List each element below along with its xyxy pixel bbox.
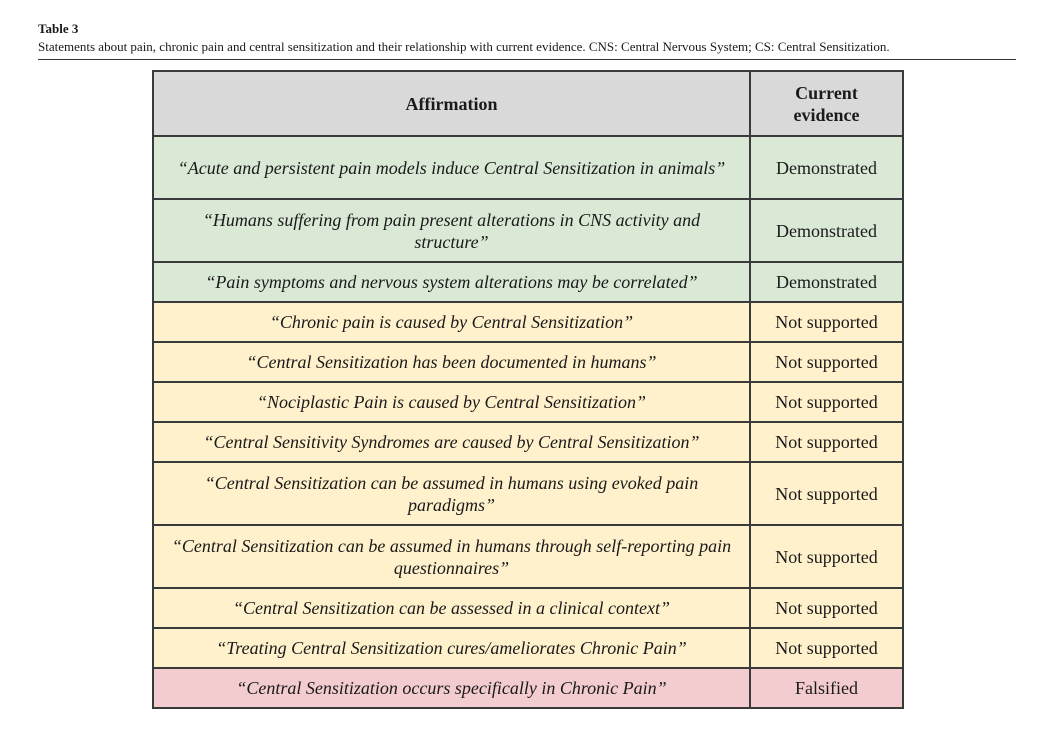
affirmation-column-header: Affirmation [153,71,750,136]
evidence-cell: Not supported [750,302,903,342]
table-row [153,422,903,462]
table-row [153,262,903,302]
affirmation-cell: “Treating Central Sensitization cures/ameliorates Chronic Pain” [153,628,750,668]
affirmation-cell: “Central Sensitivity Syndromes are caused by Central Sensitization” [153,422,750,462]
evidence-cell: Not supported [750,462,903,525]
table-caption [38,20,1016,55]
affirmation-cell: “Nociplastic Pain is caused by Central Sensitization” [153,382,750,422]
table-caption-text: Statements about pain, chronic pain and central sensitization and their relationship with current evidence. CNS: Central Nervous System; CS: Central Sensitization. [38,39,890,54]
affirmation-cell: “Humans suffering from pain present alterations in CNS activity and structure” [153,199,750,262]
evidence-table [152,70,904,709]
evidence-cell: Not supported [750,628,903,668]
caption-divider [38,59,1016,60]
table-row [153,588,903,628]
affirmation-cell: “Pain symptoms and nervous system alterations may be correlated” [153,262,750,302]
table-row [153,462,903,525]
table-row [153,668,903,708]
evidence-cell: Not supported [750,382,903,422]
evidence-column-header: Current evidence [750,71,903,136]
evidence-cell: Not supported [750,422,903,462]
table-row [153,525,903,588]
evidence-cell: Demonstrated [750,136,903,199]
affirmation-cell: “Central Sensitization can be assumed in humans using evoked pain paradigms” [153,462,750,525]
evidence-cell: Not supported [750,588,903,628]
evidence-cell: Demonstrated [750,262,903,302]
evidence-cell: Not supported [750,525,903,588]
affirmation-cell: “Chronic pain is caused by Central Sensitization” [153,302,750,342]
evidence-cell: Falsified [750,668,903,708]
table-row [153,199,903,262]
affirmation-cell: “Central Sensitization can be assessed in a clinical context” [153,588,750,628]
affirmation-cell: “Central Sensitization can be assumed in humans through self-reporting pain questionnaires” [153,525,750,588]
table-row [153,342,903,382]
affirmation-cell: “Acute and persistent pain models induce Central Sensitization in animals” [153,136,750,199]
table-header-row [153,71,903,136]
table-label: Table 3 [38,21,79,36]
table-row [153,382,903,422]
table-row [153,628,903,668]
evidence-cell: Demonstrated [750,199,903,262]
table-row [153,302,903,342]
evidence-cell: Not supported [750,342,903,382]
affirmation-cell: “Central Sensitization occurs specifically in Chronic Pain” [153,668,750,708]
table-row [153,136,903,199]
affirmation-cell: “Central Sensitization has been documented in humans” [153,342,750,382]
